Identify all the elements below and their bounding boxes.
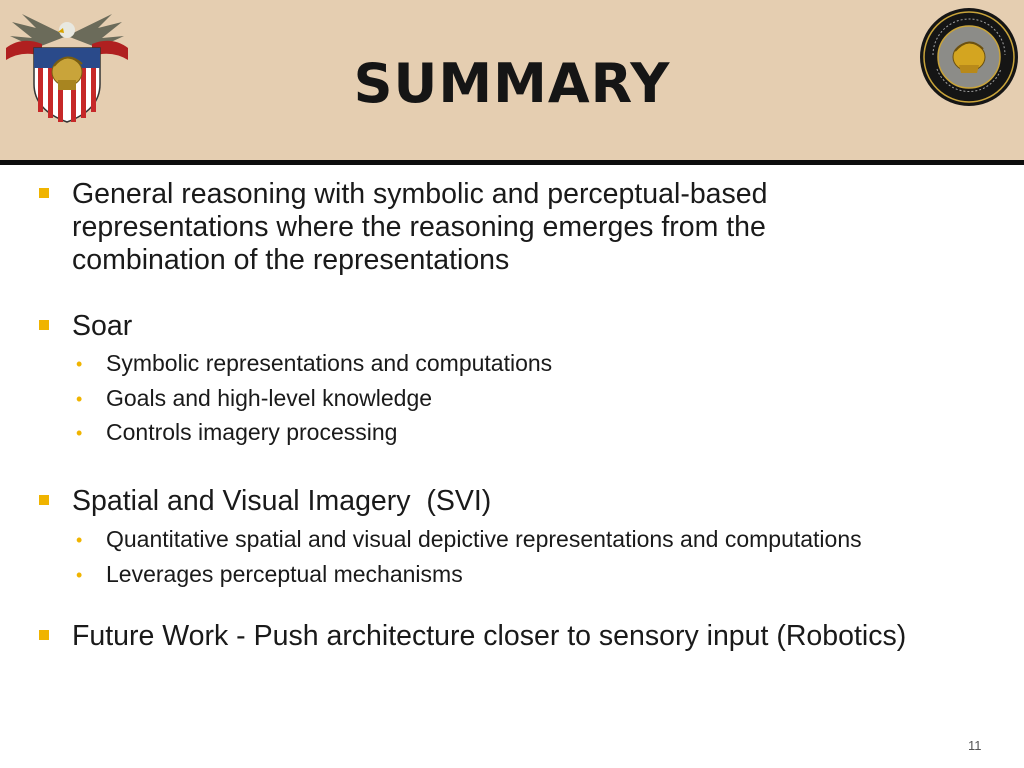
- sub-bullet-text: Symbolic representations and computations: [106, 350, 553, 376]
- bullet-text: Spatial and Visual Imagery (SVI): [72, 485, 492, 517]
- dot-bullet-icon: •: [76, 565, 83, 585]
- bullet-text: Future Work - Push architecture closer to sensory input (Robotics): [72, 620, 907, 652]
- header-divider: [0, 160, 1024, 165]
- dot-bullet-icon: •: [76, 354, 83, 374]
- bullet-line: General reasoning with symbolic and perceptual-based: [72, 178, 768, 210]
- sub-bullet-text: Controls imagery processing: [106, 419, 398, 445]
- slide-title: SUMMARY: [353, 52, 671, 115]
- sub-bullet-item: [76, 349, 1006, 377]
- square-bullet-icon: [39, 320, 49, 330]
- square-bullet-icon: [39, 188, 49, 198]
- bullet-item: [72, 178, 992, 277]
- dot-bullet-icon: •: [76, 530, 83, 550]
- dot-bullet-icon: •: [76, 423, 83, 443]
- sub-bullet-text: Leverages perceptual mechanisms: [106, 561, 463, 587]
- bullet-item: [72, 485, 992, 518]
- sub-bullet-text: Goals and high-level knowledge: [106, 385, 433, 411]
- bullet-item: [72, 620, 992, 653]
- bullet-line: representations where the reasoning emerges from the: [72, 211, 766, 243]
- sub-bullet-item: [76, 418, 1006, 446]
- bullet-line: combination of the representations: [72, 244, 510, 276]
- sub-bullet-item: [76, 384, 1006, 412]
- bullet-item: [72, 310, 992, 343]
- sub-bullet-item: [76, 525, 1006, 553]
- square-bullet-icon: [39, 495, 49, 505]
- square-bullet-icon: [39, 630, 49, 640]
- bullet-text: Soar: [72, 310, 133, 342]
- page-number: 11: [968, 738, 982, 753]
- sub-bullet-item: [76, 560, 1006, 588]
- sub-bullet-text: Quantitative spatial and visual depictive representations and computations: [106, 526, 862, 552]
- dot-bullet-icon: •: [76, 389, 83, 409]
